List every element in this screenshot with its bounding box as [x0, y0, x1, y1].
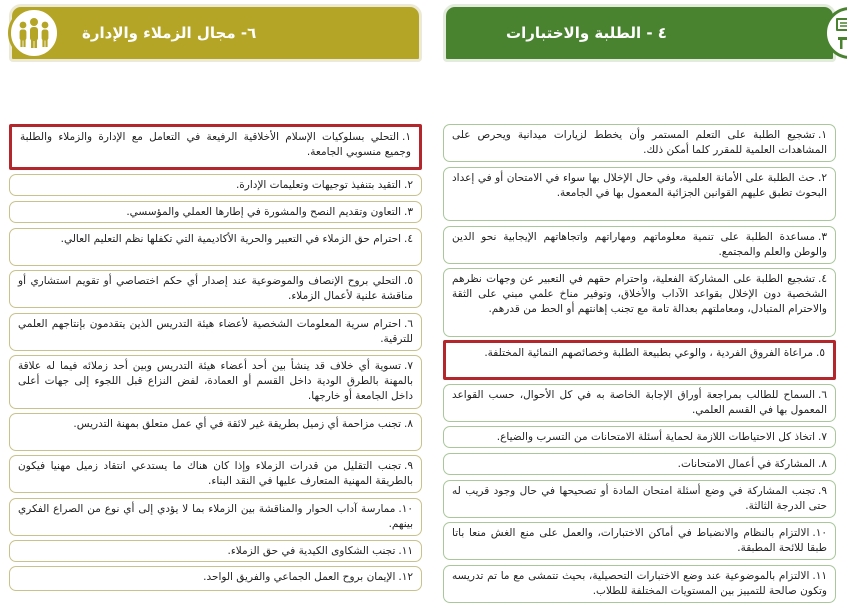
list-item	[9, 313, 422, 351]
student-desk-icon	[824, 7, 847, 59]
list-item	[443, 268, 836, 337]
item-text: السماح للطالب بمراجعة أوراق الإجابة الخاصة به في كل الأحوال، حسب القواعد المعمول بها في القسم العلمي.	[452, 389, 827, 416]
item-number: ٤.	[818, 273, 827, 285]
item-text: تسوية أي خلاف قد ينشأ بين أحد أعضاء هيئة التدريس وبين أحد زملائه فيما له علاقة بالمهنة بالطرق الودية داخل القسم أو العمادة، لفض النزاع قبل اللجوء إلى جهات أعلى داخل الجامعة أو خارجها.	[18, 360, 413, 402]
list-item	[443, 453, 836, 475]
item-text: التحلي بسلوكيات الإسلام الأخلاقية الرفيعة في التعامل مع الإدارة والزملاء والطلبة وجميع منسوبي الجامعة.	[20, 131, 411, 158]
people-group-icon	[8, 7, 60, 59]
item-text: حث الطلبة على الأمانة العلمية، وفي حال الإخلال بها سواء في الامتحان أو في إعداد البحوث تطبق عليهم القوانين الجزائية المعمول بها في الجامعة.	[452, 172, 827, 199]
item-number: ٧.	[818, 431, 827, 443]
item-text: تشجيع الطلبة على المشاركة الفعلية، واحترام حقهم في التعبير عن وجهات نظرهم الشخصية دون الإخلال بقواعد الآداب والأخلاق، وتوفير مناخ علمي مبني على الثقة والاحترام المتبادل، ومعاملتهم بعدالة تامة مع تجنب إهانتهم أو الحط من قدرهم.	[452, 273, 827, 315]
list-item	[9, 540, 422, 562]
item-number: ٤.	[404, 233, 413, 245]
item-text: مراعاة الفروق الفردية ، والوعي بطبيعة الطلبة وخصائصهم النمائية المختلفة.	[484, 347, 814, 359]
list-item	[9, 201, 422, 223]
item-number: ٧.	[404, 360, 413, 372]
list-item	[443, 480, 836, 518]
colleagues-admin-header	[9, 4, 422, 62]
item-text: تجنب المشاركة في وضع أسئلة امتحان المادة أو تصحيحها في حال وجود قريب له حتى الدرجة الثالثة.	[452, 485, 827, 512]
list-item	[443, 124, 836, 162]
item-number: ٢.	[404, 179, 413, 191]
item-text: التحلي بروح الإنصاف والموضوعية عند إصدار أي حكم اختصاصي أو تقويم استشاري أو مناقشة علنية لأعمال الزملاء.	[18, 275, 413, 302]
list-item	[9, 124, 422, 170]
students-exams-header	[443, 4, 836, 62]
list-item	[9, 355, 422, 409]
item-text: الإيمان بروح العمل الجماعي والفريق الواحد.	[203, 571, 396, 583]
item-number: ٥.	[404, 275, 413, 287]
item-number: ٣.	[404, 206, 413, 218]
item-number: ١.	[818, 129, 827, 141]
item-text: التقيد بتنفيذ توجيهات وتعليمات الإدارة.	[235, 179, 402, 191]
list-item	[443, 565, 836, 603]
item-number: ٩.	[404, 460, 413, 472]
item-number: ١٠.	[812, 527, 827, 539]
item-number: ١١.	[398, 545, 413, 557]
item-number: ٩.	[818, 485, 827, 497]
section-title: ٦- مجال الزملاء والإدارة	[82, 24, 257, 42]
list-item	[443, 340, 836, 380]
list-item	[9, 270, 422, 308]
list-item	[9, 498, 422, 536]
list-item	[443, 226, 836, 264]
item-text: تجنب مزاحمة أي زميل بطريقة غير لائقة في أي عمل متعلق بمهنة التدريس.	[73, 418, 402, 430]
colleagues-admin-section	[9, 4, 422, 583]
list-item	[443, 426, 836, 448]
item-text: الالتزام بالنظام والانضباط في أماكن الاختبارات، والعمل على منع الغش منعا باتا طبقا للائحة المطبقة.	[452, 527, 827, 554]
item-text: التعاون وتقديم النصح والمشورة في إطارها العملي والمؤسسي.	[126, 206, 402, 218]
item-text: المشاركة في أعمال الامتحانات.	[677, 458, 816, 470]
item-text: مساعدة الطلبة على تنمية معلوماتهم ومهاراتهم واتجاهاتهم الإيجابية نحو الدين والوطن والعلم والمجتمع.	[452, 231, 827, 258]
item-text: الالتزام بالموضوعية عند وضع الاختبارات التحصيلية، بحيث تتمشى مع ما تم تدريسه وتكون صالحة للتمييز بين المستويات المختلفة للطلاب.	[452, 570, 827, 597]
item-text: اتخاذ كل الاحتياطات اللازمة لحماية أسئلة الامتحانات من التسرب والضياع.	[496, 431, 816, 443]
item-number: ١١.	[812, 570, 827, 582]
list-item	[9, 413, 422, 451]
item-number: ٦.	[404, 318, 413, 330]
item-number: ١.	[402, 131, 411, 143]
item-number: ٦.	[818, 389, 827, 401]
item-number: ١٠.	[398, 503, 413, 515]
list-item	[443, 522, 836, 560]
list-item	[443, 384, 836, 422]
item-number: ٨.	[404, 418, 413, 430]
section-title: ٤ - الطلبة والاختبارات	[506, 24, 667, 42]
item-text: احترام سرية المعلومات الشخصية لأعضاء هيئة التدريس الذين يتقدمون بإنتاجهم العلمي للترقية.	[18, 318, 413, 345]
students-exams-section	[443, 4, 836, 597]
item-number: ١٢.	[398, 571, 413, 583]
list-item	[9, 174, 422, 196]
item-text: تجنب التقليل من قدرات الزملاء وإذا كان هناك ما يستدعي انتقاد زميل مهنيا فيكون بالطريقة المهنية المتعارف عليها في النقد البناء.	[18, 460, 413, 487]
item-number: ٥.	[816, 347, 825, 359]
list-item	[9, 228, 422, 266]
list-item	[443, 167, 836, 221]
list-item	[9, 455, 422, 493]
item-number: ٢.	[818, 172, 827, 184]
item-text: احترام حق الزملاء في التعبير والحرية الأكاديمية التي تكفلها نظم التعليم العالي.	[60, 233, 402, 245]
item-text: تشجيع الطلبة على التعلم المستمر وأن يخطط لزيارات ميدانية ويحرص على المشاهدات العلمية للمقرر كلما أمكن ذلك.	[452, 129, 827, 156]
item-number: ٣.	[818, 231, 827, 243]
list-item	[9, 566, 422, 591]
item-text: تجنب الشكاوى الكيدية في حق الزملاء.	[227, 545, 396, 557]
item-number: ٨.	[818, 458, 827, 470]
item-text: ممارسة آداب الحوار والمناقشة بين الزملاء بما لا يؤدي إلى أي نوع من الصراع الفكري بينهم.	[18, 503, 413, 530]
